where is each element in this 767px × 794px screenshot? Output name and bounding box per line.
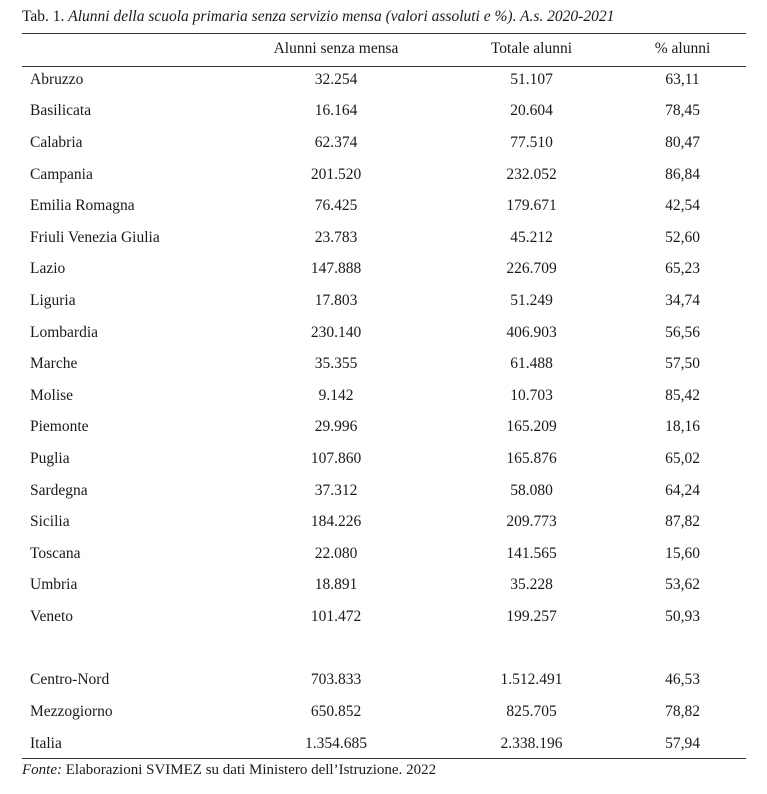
table-row xyxy=(22,317,746,349)
cell-alunni-senza-mensa: 9.142 xyxy=(318,386,354,404)
cell-region: Umbria xyxy=(30,576,78,594)
cell-totale-alunni: 209.773 xyxy=(506,513,557,531)
cell-region: Campania xyxy=(30,165,93,183)
cell-totale-alunni: 406.903 xyxy=(506,323,557,341)
cell-region: Veneto xyxy=(30,607,74,625)
table-row xyxy=(22,159,746,191)
cell-region: Basilicata xyxy=(30,102,92,120)
cell-alunni-senza-mensa: 107.860 xyxy=(310,449,362,467)
cell-percent: 42,54 xyxy=(665,197,700,215)
cell-percent: 15,60 xyxy=(665,544,700,562)
table-row xyxy=(22,696,746,728)
cell-alunni-senza-mensa: 37.312 xyxy=(314,481,358,499)
header-rule xyxy=(22,66,746,67)
cell-region: Toscana xyxy=(30,544,81,562)
source-note xyxy=(22,762,436,779)
cell-alunni-senza-mensa: 703.833 xyxy=(310,671,362,689)
cell-region: Sardegna xyxy=(30,481,88,499)
cell-totale-alunni: 232.052 xyxy=(506,165,557,183)
table-row xyxy=(22,222,746,254)
cell-region: Piemonte xyxy=(30,418,89,436)
table-row xyxy=(22,475,746,507)
cell-alunni-senza-mensa: 184.226 xyxy=(310,513,362,531)
cell-totale-alunni: 51.107 xyxy=(510,70,553,88)
column-header-region xyxy=(22,34,228,64)
cell-totale-alunni: 179.671 xyxy=(506,197,557,215)
cell-percent: 78,82 xyxy=(665,703,700,721)
cell-percent: 56,56 xyxy=(665,323,700,341)
table-row xyxy=(22,254,746,286)
cell-totale-alunni: 45.212 xyxy=(510,228,553,246)
cell-totale-alunni: 1.512.491 xyxy=(500,671,563,689)
table-title xyxy=(22,8,614,26)
cell-percent: 65,02 xyxy=(665,449,700,467)
table-row xyxy=(22,96,746,128)
cell-alunni-senza-mensa: 16.164 xyxy=(314,102,358,120)
table-row xyxy=(22,538,746,570)
cell-totale-alunni: 35.228 xyxy=(510,576,553,594)
cell-percent: 64,24 xyxy=(665,481,700,499)
source-text: Elaborazioni SVIMEZ su dati Ministero dell’Istruzione. 2022 xyxy=(65,762,437,778)
table-body xyxy=(22,64,746,759)
cell-alunni-senza-mensa: 35.355 xyxy=(314,355,358,373)
cell-percent: 78,45 xyxy=(665,102,700,120)
cell-region: Abruzzo xyxy=(30,70,84,88)
cell-percent: 46,53 xyxy=(665,671,700,689)
cell-region: Sicilia xyxy=(30,513,70,531)
cell-alunni-senza-mensa: 32.254 xyxy=(314,70,358,88)
cell-percent: 85,42 xyxy=(665,386,700,404)
cell-region: Centro-Nord xyxy=(30,671,110,689)
cell-percent: 53,62 xyxy=(665,576,700,594)
cell-totale-alunni: 51.249 xyxy=(510,291,553,309)
spacer-row xyxy=(22,633,746,665)
cell-region: Italia xyxy=(30,734,62,752)
table-row xyxy=(22,348,746,380)
cell-totale-alunni: 165.876 xyxy=(506,449,557,467)
cell-alunni-senza-mensa: 23.783 xyxy=(314,228,358,246)
cell-alunni-senza-mensa: 22.080 xyxy=(314,544,358,562)
cell-alunni-senza-mensa: 76.425 xyxy=(314,197,358,215)
cell-totale-alunni: 61.488 xyxy=(510,355,553,373)
table-row xyxy=(22,127,746,159)
cell-totale-alunni: 226.709 xyxy=(506,260,557,278)
table-row xyxy=(22,380,746,412)
column-header-percent: % alunni xyxy=(654,40,711,57)
cell-region: Calabria xyxy=(30,133,83,151)
cell-percent: 87,82 xyxy=(665,513,700,531)
cell-region: Friuli Venezia Giulia xyxy=(30,228,160,246)
cell-region: Emilia Romagna xyxy=(30,197,135,215)
cell-alunni-senza-mensa: 201.520 xyxy=(310,165,362,183)
cell-percent: 52,60 xyxy=(665,228,700,246)
cell-totale-alunni: 20.604 xyxy=(510,102,553,120)
table-row xyxy=(22,285,746,317)
cell-alunni-senza-mensa: 101.472 xyxy=(310,607,362,625)
table-row xyxy=(22,64,746,96)
cell-percent: 50,93 xyxy=(665,607,700,625)
cell-totale-alunni: 825.705 xyxy=(506,703,557,721)
cell-alunni-senza-mensa: 17.803 xyxy=(314,291,358,309)
cell-percent: 63,11 xyxy=(665,70,700,88)
cell-alunni-senza-mensa: 230.140 xyxy=(310,323,362,341)
table-number: Tab. 1. xyxy=(22,8,65,25)
cell-region: Lombardia xyxy=(30,323,99,341)
table-caption: Alunni della scuola primaria senza servizio mensa (valori assoluti e %). A.s. 2020-2021 xyxy=(68,8,615,25)
cell-region: Marche xyxy=(30,355,78,373)
cell-percent: 57,50 xyxy=(665,355,700,373)
source-label: Fonte: xyxy=(22,762,62,778)
table-row xyxy=(22,728,746,760)
header-row xyxy=(22,34,746,64)
cell-percent: 18,16 xyxy=(665,418,700,436)
cell-alunni-senza-mensa: 1.354.685 xyxy=(305,734,367,752)
cell-totale-alunni: 165.209 xyxy=(506,418,557,436)
cell-region: Molise xyxy=(30,386,74,404)
table-row xyxy=(22,412,746,444)
table-row xyxy=(22,570,746,602)
cell-alunni-senza-mensa: 62.374 xyxy=(314,133,358,151)
cell-percent: 86,84 xyxy=(665,165,700,183)
table-row xyxy=(22,665,746,697)
table-row xyxy=(22,506,746,538)
cell-percent: 80,47 xyxy=(665,133,700,151)
spacer-cell xyxy=(22,633,746,665)
cell-totale-alunni: 58.080 xyxy=(510,481,553,499)
table-row xyxy=(22,443,746,475)
cell-alunni-senza-mensa: 29.996 xyxy=(314,418,358,436)
cell-percent: 65,23 xyxy=(665,260,700,278)
cell-totale-alunni: 141.565 xyxy=(506,544,557,562)
cell-alunni-senza-mensa: 147.888 xyxy=(310,260,362,278)
table-row xyxy=(22,601,746,633)
cell-totale-alunni: 10.703 xyxy=(510,386,553,404)
cell-region: Liguria xyxy=(30,291,76,309)
data-table xyxy=(22,34,746,759)
cell-totale-alunni: 2.338.196 xyxy=(500,734,563,752)
cell-totale-alunni: 199.257 xyxy=(506,607,557,625)
cell-region: Mezzogiorno xyxy=(30,703,113,721)
column-header-alunni-senza-mensa: Alunni senza mensa xyxy=(273,40,399,57)
cell-region: Lazio xyxy=(30,260,66,278)
cell-alunni-senza-mensa: 18.891 xyxy=(314,576,358,594)
cell-percent: 34,74 xyxy=(665,291,700,309)
bottom-rule xyxy=(22,758,746,759)
cell-region: Puglia xyxy=(30,449,70,467)
cell-alunni-senza-mensa: 650.852 xyxy=(310,703,362,721)
cell-totale-alunni: 77.510 xyxy=(510,133,553,151)
cell-percent: 57,94 xyxy=(665,734,700,752)
column-header-totale-alunni: Totale alunni xyxy=(490,40,573,57)
table-row xyxy=(22,190,746,222)
